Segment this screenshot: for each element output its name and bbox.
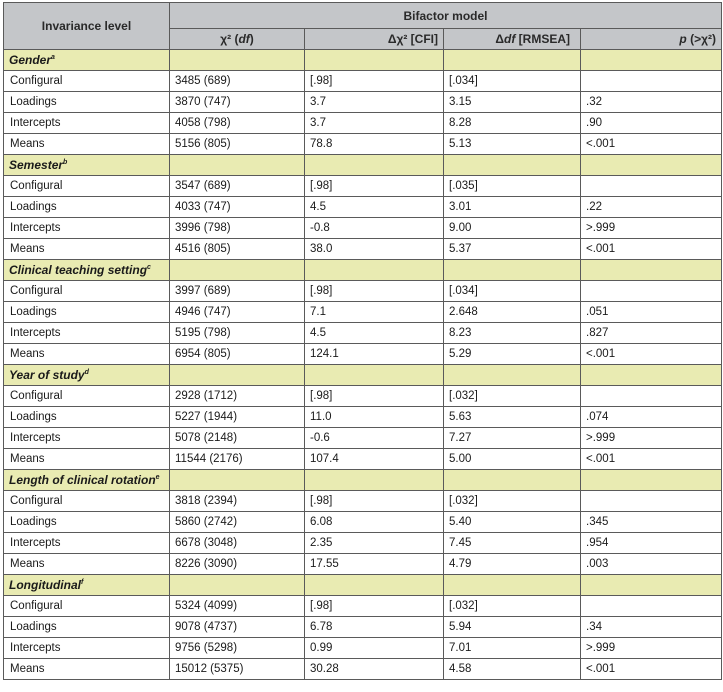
group-empty-cell: [444, 155, 581, 176]
cell-p-value: [581, 281, 722, 302]
cell-delta-df: [.034]: [444, 281, 581, 302]
cell-p-value: .051: [581, 302, 722, 323]
cell-delta-chi2: 30.28: [305, 659, 444, 680]
table-row: [4, 218, 722, 239]
group-empty-cell: [444, 260, 581, 281]
header-invariance-level: Invariance level: [4, 3, 170, 50]
group-empty-cell: [305, 470, 444, 491]
cell-delta-df: [.032]: [444, 386, 581, 407]
cell-level: Loadings: [4, 197, 170, 218]
cell-p-value: .34: [581, 617, 722, 638]
cell-delta-chi2: 2.35: [305, 533, 444, 554]
cell-delta-chi2: 38.0: [305, 239, 444, 260]
cell-p-value: >.999: [581, 218, 722, 239]
cell-delta-chi2: 3.7: [305, 92, 444, 113]
group-label: [4, 260, 170, 281]
cell-delta-chi2: 4.5: [305, 197, 444, 218]
header-delta-df: Δdf [RMSEA]: [444, 29, 581, 50]
group-footnote: f: [80, 579, 84, 586]
group-name: Length of clinical rotation: [9, 473, 156, 487]
group-empty-cell: [305, 260, 444, 281]
cell-chi2: 5860 (2742): [170, 512, 305, 533]
cell-delta-chi2: [.98]: [305, 281, 444, 302]
cell-delta-df: [.035]: [444, 176, 581, 197]
cell-p-value: <.001: [581, 134, 722, 155]
table-row: [4, 491, 722, 512]
table-row: [4, 239, 722, 260]
cell-level: Intercepts: [4, 428, 170, 449]
table-row: [4, 386, 722, 407]
table-row: [4, 71, 722, 92]
cell-chi2: 5195 (798): [170, 323, 305, 344]
cell-delta-df: 5.63: [444, 407, 581, 428]
cell-delta-df: 5.94: [444, 617, 581, 638]
group-name: Longitudinal: [9, 578, 81, 592]
table-row: [4, 449, 722, 470]
cell-chi2: 5227 (1944): [170, 407, 305, 428]
group-footnote: d: [84, 369, 89, 376]
cell-level: Loadings: [4, 407, 170, 428]
table-row: [4, 323, 722, 344]
cell-p-value: .003: [581, 554, 722, 575]
cell-level: Means: [4, 449, 170, 470]
cell-p-value: [581, 71, 722, 92]
table-row: [4, 512, 722, 533]
table-row: [4, 554, 722, 575]
group-row: [4, 365, 722, 386]
cell-level: Loadings: [4, 92, 170, 113]
cell-delta-df: 7.27: [444, 428, 581, 449]
cell-level: Means: [4, 134, 170, 155]
cell-level: Intercepts: [4, 638, 170, 659]
cell-chi2: 3996 (798): [170, 218, 305, 239]
group-empty-cell: [581, 365, 722, 386]
cell-p-value: .90: [581, 113, 722, 134]
cell-chi2: 4033 (747): [170, 197, 305, 218]
cell-chi2: 8226 (3090): [170, 554, 305, 575]
group-name: Year of study: [9, 368, 85, 382]
group-footnote: e: [155, 474, 160, 481]
group-label: [4, 575, 170, 596]
cell-p-value: [581, 491, 722, 512]
cell-delta-df: 5.00: [444, 449, 581, 470]
cell-p-value: >.999: [581, 428, 722, 449]
group-empty-cell: [581, 155, 722, 176]
table-row: [4, 344, 722, 365]
cell-p-value: >.999: [581, 638, 722, 659]
cell-chi2: 3818 (2394): [170, 491, 305, 512]
group-empty-cell: [305, 365, 444, 386]
cell-delta-df: 9.00: [444, 218, 581, 239]
cell-delta-df: 3.15: [444, 92, 581, 113]
cell-p-value: [581, 176, 722, 197]
group-empty-cell: [305, 50, 444, 71]
cell-level: Means: [4, 344, 170, 365]
table-row: [4, 134, 722, 155]
cell-chi2: 11544 (2176): [170, 449, 305, 470]
group-label: [4, 50, 170, 71]
cell-level: Loadings: [4, 512, 170, 533]
cell-level: Configural: [4, 386, 170, 407]
table-row: [4, 197, 722, 218]
cell-delta-chi2: [.98]: [305, 176, 444, 197]
header-p-value: p (>χ²): [581, 29, 722, 50]
group-empty-cell: [170, 260, 305, 281]
cell-delta-df: 8.28: [444, 113, 581, 134]
cell-level: Configural: [4, 176, 170, 197]
cell-level: Means: [4, 659, 170, 680]
cell-delta-df: 4.58: [444, 659, 581, 680]
cell-p-value: <.001: [581, 239, 722, 260]
header-chi2: χ² (df): [170, 29, 305, 50]
cell-p-value: .074: [581, 407, 722, 428]
cell-chi2: 2928 (1712): [170, 386, 305, 407]
group-empty-cell: [444, 470, 581, 491]
cell-delta-df: [.032]: [444, 596, 581, 617]
group-label: [4, 155, 170, 176]
cell-delta-df: 5.37: [444, 239, 581, 260]
cell-p-value: <.001: [581, 659, 722, 680]
cell-chi2: 4946 (747): [170, 302, 305, 323]
group-footnote: c: [147, 264, 151, 271]
cell-p-value: <.001: [581, 344, 722, 365]
cell-delta-df: [.032]: [444, 491, 581, 512]
cell-level: Configural: [4, 596, 170, 617]
cell-level: Loadings: [4, 617, 170, 638]
cell-level: Intercepts: [4, 323, 170, 344]
cell-delta-chi2: 107.4: [305, 449, 444, 470]
cell-delta-chi2: 3.7: [305, 113, 444, 134]
cell-delta-df: 2.648: [444, 302, 581, 323]
cell-delta-chi2: 124.1: [305, 344, 444, 365]
cell-delta-chi2: [.98]: [305, 596, 444, 617]
cell-chi2: 9078 (4737): [170, 617, 305, 638]
group-row: [4, 50, 722, 71]
table-row: [4, 302, 722, 323]
cell-p-value: .22: [581, 197, 722, 218]
group-label: [4, 470, 170, 491]
cell-chi2: 4516 (805): [170, 239, 305, 260]
cell-level: Configural: [4, 281, 170, 302]
cell-level: Intercepts: [4, 533, 170, 554]
header-delta-chi2: Δχ² [CFI]: [305, 29, 444, 50]
table-row: [4, 428, 722, 449]
table-row: [4, 113, 722, 134]
cell-chi2: 3870 (747): [170, 92, 305, 113]
group-empty-cell: [170, 365, 305, 386]
cell-chi2: 5078 (2148): [170, 428, 305, 449]
group-empty-cell: [170, 155, 305, 176]
cell-p-value: <.001: [581, 449, 722, 470]
table-row: [4, 596, 722, 617]
table-row: [4, 617, 722, 638]
table-row: [4, 176, 722, 197]
table-row: [4, 92, 722, 113]
cell-delta-chi2: 4.5: [305, 323, 444, 344]
table-body: [4, 50, 722, 680]
cell-chi2: 5156 (805): [170, 134, 305, 155]
table-row: [4, 638, 722, 659]
group-empty-cell: [581, 50, 722, 71]
group-label: [4, 365, 170, 386]
invariance-table: [3, 2, 722, 680]
group-empty-cell: [305, 155, 444, 176]
cell-chi2: 3485 (689): [170, 71, 305, 92]
cell-chi2: 4058 (798): [170, 113, 305, 134]
cell-chi2: 6678 (3048): [170, 533, 305, 554]
cell-chi2: 6954 (805): [170, 344, 305, 365]
cell-level: Configural: [4, 71, 170, 92]
cell-delta-chi2: -0.8: [305, 218, 444, 239]
group-row: [4, 260, 722, 281]
table-row: [4, 533, 722, 554]
cell-delta-chi2: 78.8: [305, 134, 444, 155]
cell-delta-chi2: 11.0: [305, 407, 444, 428]
cell-p-value: .32: [581, 92, 722, 113]
table-row: [4, 281, 722, 302]
group-empty-cell: [444, 575, 581, 596]
cell-p-value: .345: [581, 512, 722, 533]
cell-p-value: .827: [581, 323, 722, 344]
cell-delta-df: 7.45: [444, 533, 581, 554]
group-empty-cell: [444, 50, 581, 71]
cell-delta-df: 5.40: [444, 512, 581, 533]
cell-chi2: 5324 (4099): [170, 596, 305, 617]
group-empty-cell: [170, 575, 305, 596]
group-footnote: b: [63, 159, 68, 166]
table-row: [4, 407, 722, 428]
group-empty-cell: [170, 470, 305, 491]
cell-delta-chi2: 17.55: [305, 554, 444, 575]
cell-level: Loadings: [4, 302, 170, 323]
group-empty-cell: [581, 575, 722, 596]
cell-level: Means: [4, 239, 170, 260]
cell-chi2: 9756 (5298): [170, 638, 305, 659]
group-name: Semester: [9, 158, 64, 172]
cell-delta-chi2: 6.08: [305, 512, 444, 533]
cell-delta-df: 5.29: [444, 344, 581, 365]
group-row: [4, 155, 722, 176]
cell-delta-df: 5.13: [444, 134, 581, 155]
group-empty-cell: [581, 470, 722, 491]
cell-delta-df: 3.01: [444, 197, 581, 218]
table-row: [4, 659, 722, 680]
cell-chi2: 15012 (5375): [170, 659, 305, 680]
cell-p-value: .954: [581, 533, 722, 554]
cell-delta-chi2: [.98]: [305, 386, 444, 407]
cell-delta-chi2: 6.78: [305, 617, 444, 638]
group-name: Gender: [9, 53, 52, 67]
cell-delta-chi2: 0.99: [305, 638, 444, 659]
cell-delta-df: 8.23: [444, 323, 581, 344]
cell-p-value: [581, 596, 722, 617]
group-empty-cell: [581, 260, 722, 281]
group-empty-cell: [170, 50, 305, 71]
group-row: [4, 470, 722, 491]
group-name: Clinical teaching setting: [9, 263, 148, 277]
cell-chi2: 3997 (689): [170, 281, 305, 302]
cell-delta-chi2: [.98]: [305, 71, 444, 92]
cell-delta-chi2: 7.1: [305, 302, 444, 323]
header-bifactor-model: Bifactor model: [170, 3, 722, 29]
group-empty-cell: [305, 575, 444, 596]
cell-level: Means: [4, 554, 170, 575]
cell-level: Intercepts: [4, 113, 170, 134]
group-row: [4, 575, 722, 596]
cell-p-value: [581, 386, 722, 407]
cell-delta-df: 4.79: [444, 554, 581, 575]
cell-delta-chi2: [.98]: [305, 491, 444, 512]
cell-level: Intercepts: [4, 218, 170, 239]
cell-delta-df: 7.01: [444, 638, 581, 659]
cell-delta-chi2: -0.6: [305, 428, 444, 449]
cell-delta-df: [.034]: [444, 71, 581, 92]
cell-chi2: 3547 (689): [170, 176, 305, 197]
group-footnote: a: [51, 54, 55, 61]
group-empty-cell: [444, 365, 581, 386]
cell-level: Configural: [4, 491, 170, 512]
